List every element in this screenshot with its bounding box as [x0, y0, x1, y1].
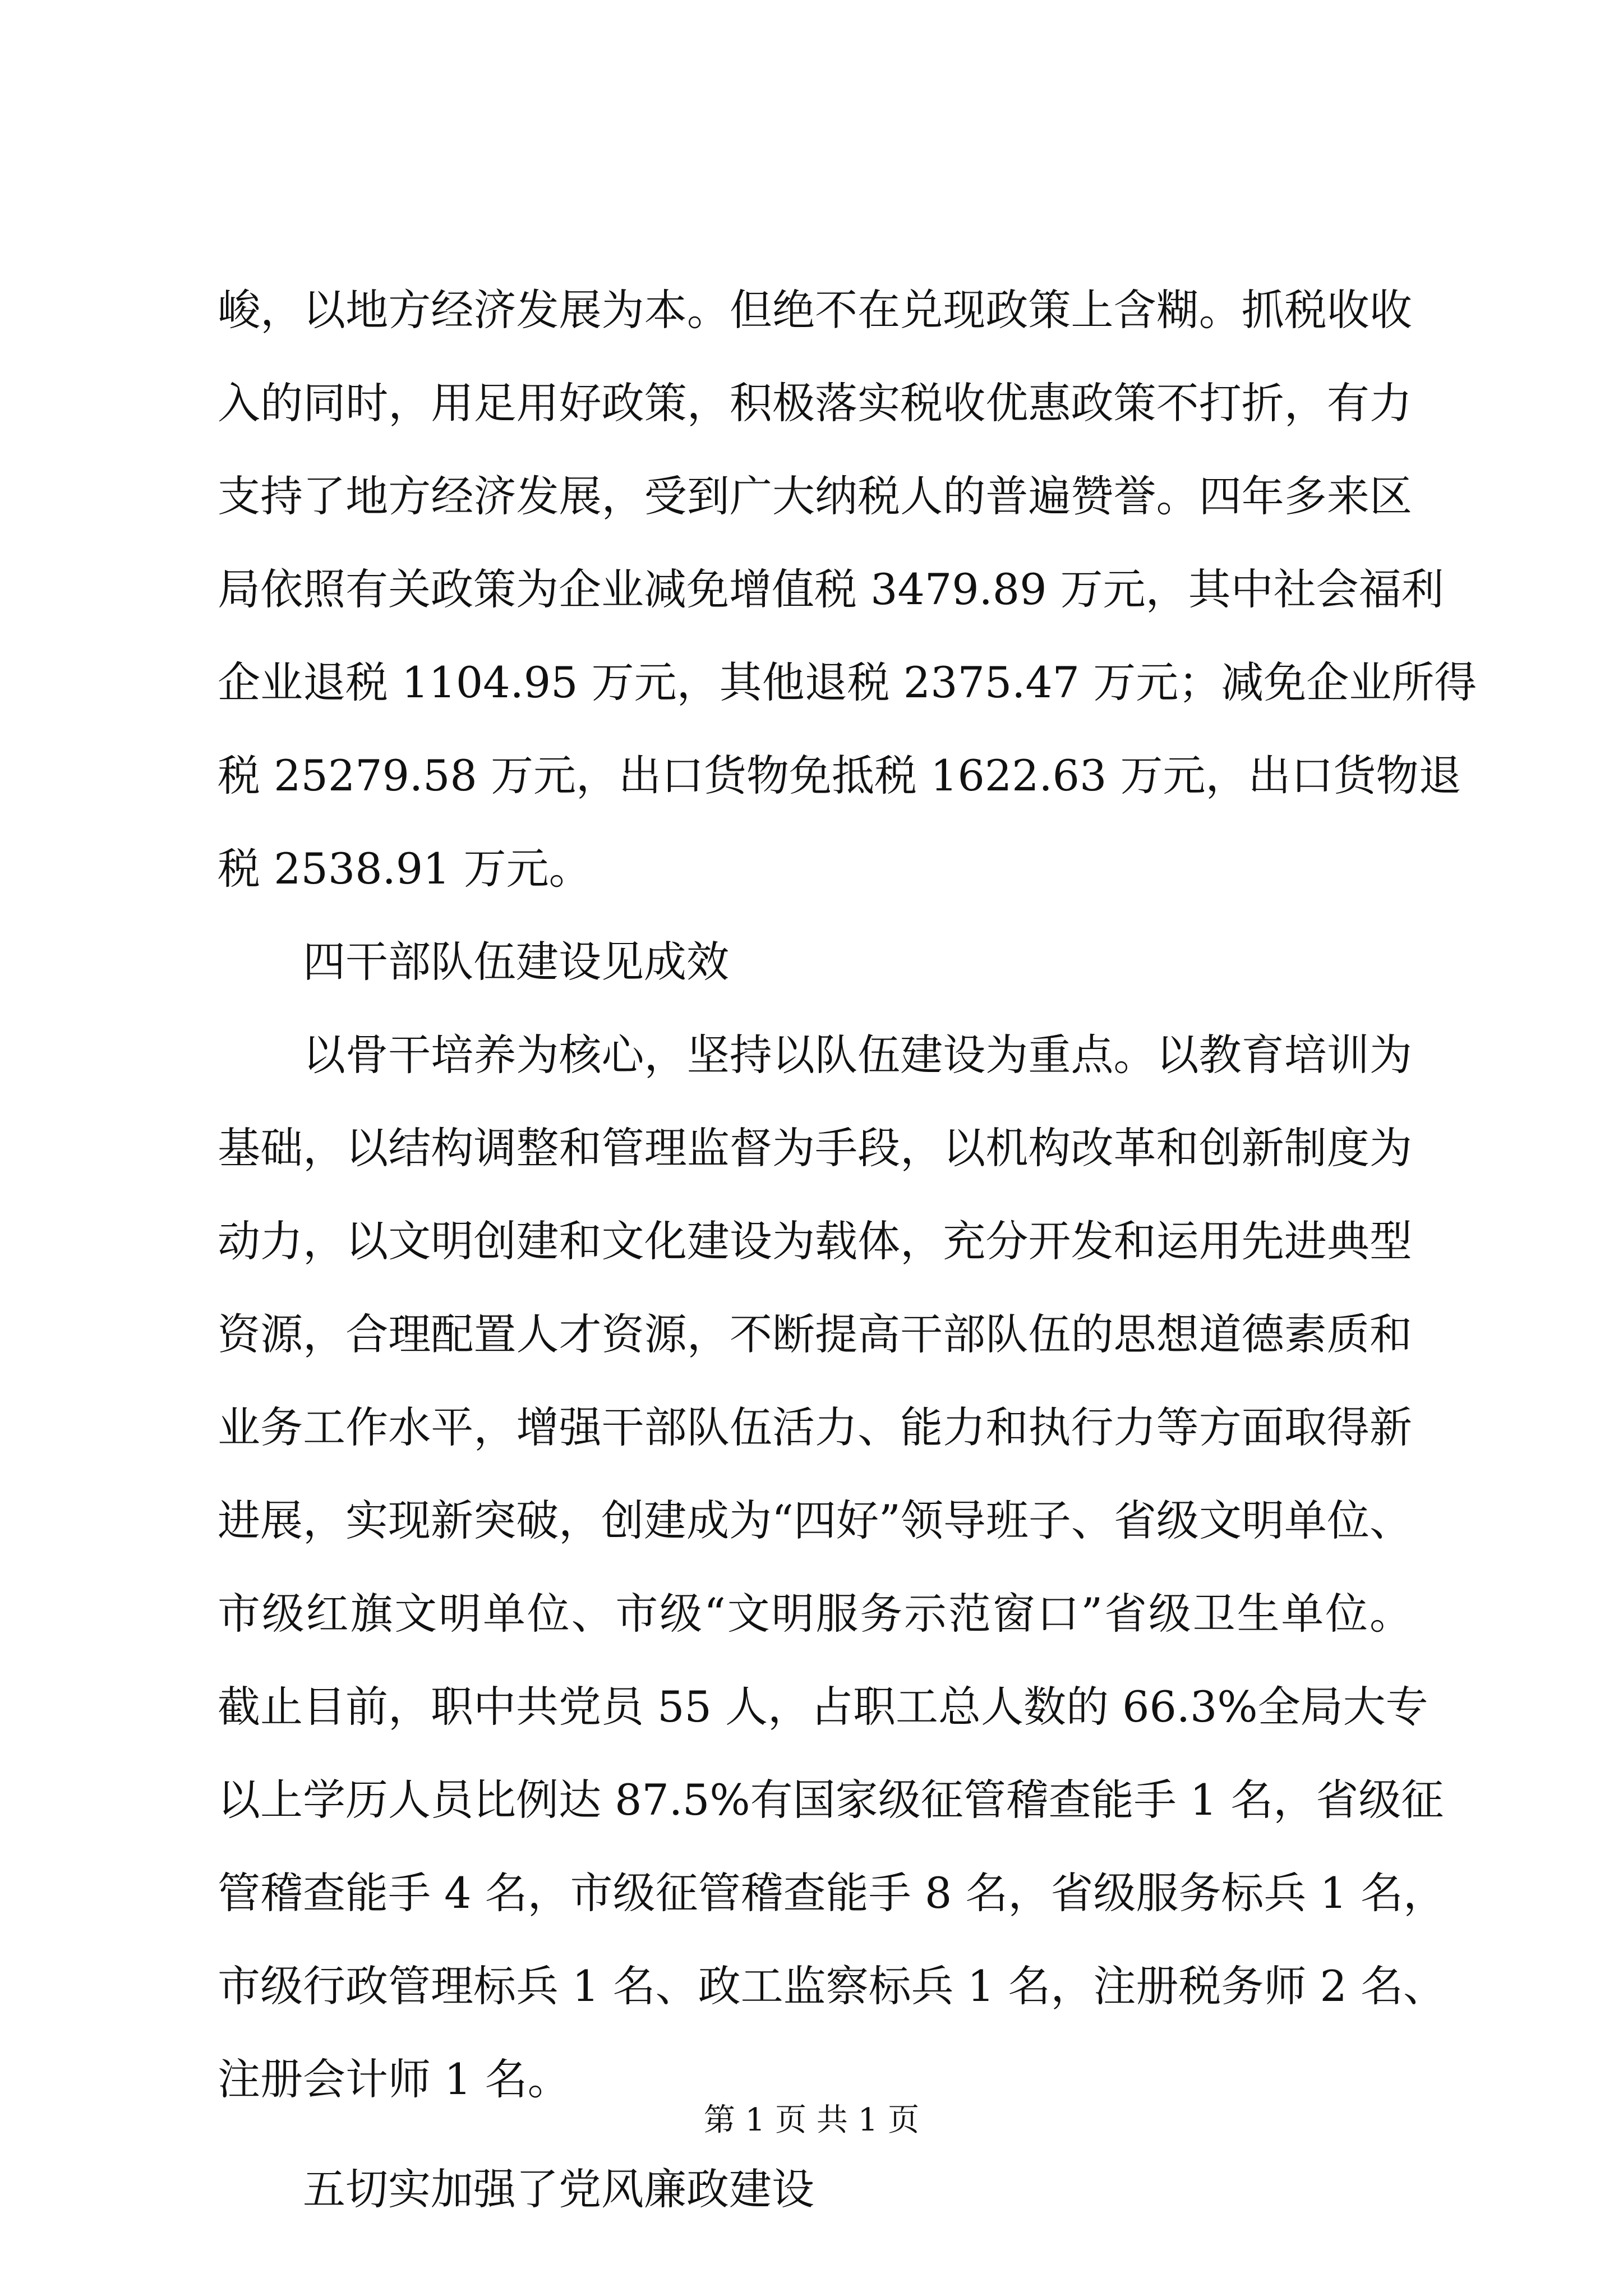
text-line: 进展，实现新突破，创建成为“四好”领导班子、省级文明单位、: [218, 1496, 1412, 1545]
page-footer: 第 1 页 共 1 页: [703, 2102, 920, 2138]
text-line: 管稽查能手 4 名，市级征管稽查能手 8 名，省级服务标兵 1 名，: [218, 1868, 1446, 1918]
text-line: 动力，以文明创建和文化建设为载体，充分开发和运用先进典型: [218, 1216, 1412, 1266]
text-line: 截止目前，职中共党员 55 人，占职工总人数的 66.3%全局大专: [218, 1682, 1428, 1732]
text-line: 市级行政管理标兵 1 名、政工监察标兵 1 名，注册税务师 2 名、: [218, 1961, 1446, 2011]
text-line: 税 2538.91 万元。: [218, 844, 592, 894]
section-heading: 五切实加强了党风廉政建设: [303, 2164, 814, 2214]
text-line: 峻，以地方经济发展为本。但绝不在兑现政策上含糊。抓税收收: [218, 285, 1412, 335]
text-line: 入的同时，用足用好政策，积极落实税收优惠政策不打折，有力: [218, 378, 1412, 428]
text-line: 业务工作水平，增强干部队伍活力、能力和执行力等方面取得新: [218, 1402, 1412, 1452]
text-line: 企业退税 1104.95 万元，其他退税 2375.47 万元；减免企业所得: [218, 657, 1477, 707]
text-line: 税 25279.58 万元，出口货物免抵税 1622.63 万元，出口货物退: [218, 751, 1461, 800]
document-body: [218, 264, 1477, 2236]
text-line: 基础，以结构调整和管理监督为手段，以机构改革和创新制度为: [218, 1123, 1412, 1173]
text-line: 注册会计师 1 名。: [218, 2054, 570, 2104]
text-line: 支持了地方经济发展，受到广大纳税人的普遍赞誉。四年多来区: [218, 471, 1412, 521]
text-line: 市级红旗文明单位、市级“文明服务示范窗口”省级卫生单位。: [218, 1589, 1412, 1639]
text-line: 资源，合理配置人才资源，不断提高干部队伍的思想道德素质和: [218, 1309, 1412, 1359]
text-line: 以上学历人员比例达 87.5%有国家级征管稽查能手 1 名，省级征: [218, 1775, 1444, 1825]
section-heading: 四干部队伍建设见成效: [303, 937, 729, 987]
text-line: 以骨干培养为核心，坚持以队伍建设为重点。以教育培训为: [303, 1030, 1412, 1080]
text-line: 局依照有关政策为企业减免增值税 3479.89 万元，其中社会福利: [218, 564, 1444, 614]
